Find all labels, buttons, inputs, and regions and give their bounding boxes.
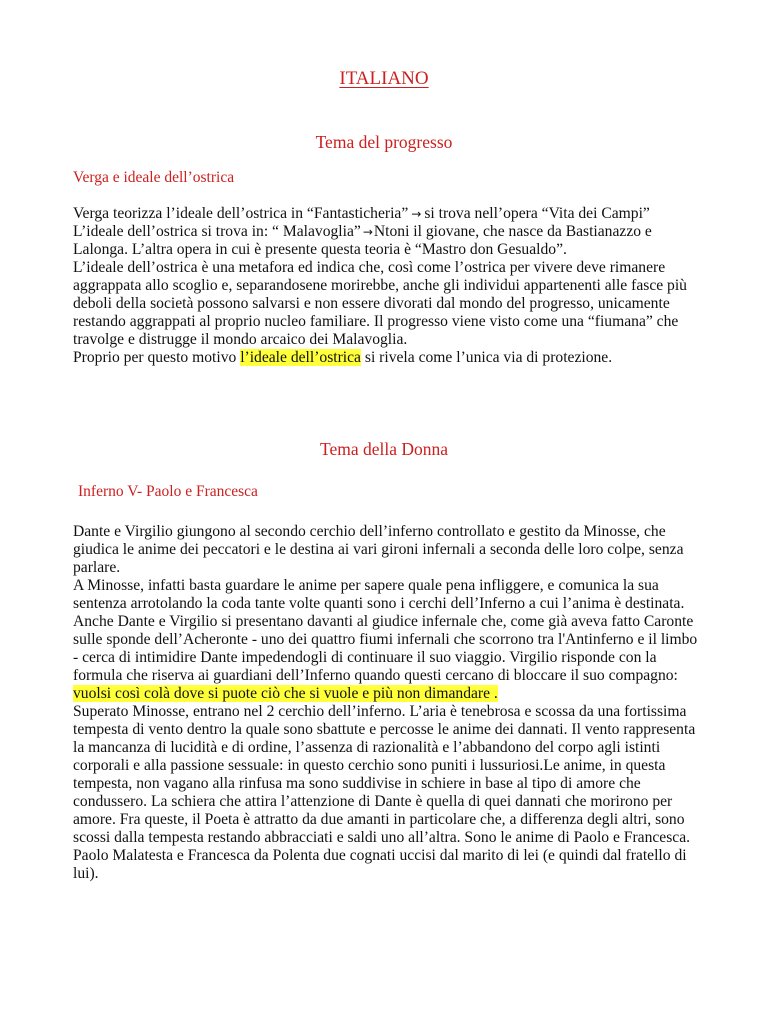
subheading-verga: Verga e ideale dell’ostrica xyxy=(73,169,235,186)
paragraph xyxy=(73,223,703,259)
paragraph-text: Verga teorizza l’ideale dell’ostrica in “Fantasticheria” xyxy=(73,205,409,222)
highlighted-text: vuolsi così colà dove si puote ciò che si vuole e più non dimandare . xyxy=(73,685,498,702)
paragraph-text: Ntoni il giovane, che nasce da Bastianazzo e Lalonga. L’altra opera in cui è presente questa teoria è “Mastro don Gesualdo”. xyxy=(73,223,652,258)
paragraph: Paolo Malatesta e Francesca da Polenta due cognati uccisi dal marito di lei (e quindi dal fratello di lui). xyxy=(73,847,687,882)
paragraph-text: A Minosse, infatti basta guardare le anime per sapere quale pena infliggere, e comunica la sua sentenza arrotolando la coda tante volte quanti sono i cerchi dell’Inferno a cui l’anima è destinata. Anche Dante e Virgilio si presentano davanti al giudice infernale che, come già aveva fatto Caronte sulle sponde dell’Acheronte - uno dei quattro fiumi infernali che scorrono tra l'Antinferno e il limbo - cerca di intimidire Dante impedendogli di continuare il suo viaggio. Virgilio risponde con la formula che riserva ai guardiani dell’Inferno quando questi cercano di bloccare il suo compagno: xyxy=(73,577,698,684)
paragraph-text: Proprio per questo motivo xyxy=(73,349,241,366)
paragraph: L’ideale dell’ostrica è una metafora ed indica che, così come l’ostrica per vivere deve rimanere aggrappata allo scoglio e, separandosene morirebbe, anche gli individui appartenenti alle fasce più deboli della società possono salvarsi e non essere divorati dal mondo del progresso, unicamente restando aggrappati al proprio nucleo familiare. Il progresso viene visto come una “fiumana” che travolge e distrugge il mondo arcaico dei Malavoglia. xyxy=(73,259,687,348)
paragraph xyxy=(73,577,703,703)
paragraph xyxy=(73,349,703,367)
section-heading-progresso: Tema del progresso xyxy=(315,132,453,152)
section-heading-donna: Tema della Donna xyxy=(319,439,449,459)
paragraph xyxy=(73,205,703,223)
section-donna-body xyxy=(73,523,703,883)
paragraph-text: L’ideale dell’ostrica si trova in: “ Malavoglia” xyxy=(73,223,361,240)
subheading-inferno: Inferno V- Paolo e Francesca xyxy=(78,483,258,500)
paragraph: Dante e Virgilio giungono al secondo cerchio dell’inferno controllato e gestito da Minosse, che giudica le anime dei peccatori e le destina ai vari gironi infernali a seconda delle loro colpe, senza parlare. xyxy=(73,523,684,576)
arrow-right-icon: → xyxy=(362,225,373,239)
paragraph-text: si rivela come l’unica via di protezione. xyxy=(360,349,613,366)
paragraph: Superato Minosse, entrano nel 2 cerchio dell’inferno. L’aria è tenebrosa e scossa da una fortissima tempesta di vento dentro la quale sono sbattute e percosse le anime dei dannati. Il vento rappresenta la mancanza di lucidità e di ordine, l’assenza di razionalità e l’abbandono del corpo agli istinti corporali e alla passione sessuale: in questo cerchio sono puniti i lussuriosi.Le anime, in questa tempesta, non vagano alla rinfusa ma sono suddivise in schiere in base al tipo di amore che condussero. La schiera che attira l’attenzione di Dante è quella di quei dannati che morirono per amore. Fra queste, il Poeta è attratto da due amanti in particolare che, a differenza degli altri, sono scossi dalla tempesta restando abbracciati e saldi uno all’altra. Sono le anime di Paolo e Francesca. xyxy=(73,703,696,846)
document-title: ITALIANO xyxy=(339,68,429,89)
highlighted-text: l’ideale dell’ostrica xyxy=(240,349,361,366)
section-progresso-body xyxy=(73,205,703,367)
paragraph-text: si trova nell’opera “Vita dei Campi” xyxy=(424,205,650,222)
arrow-right-icon: → xyxy=(411,207,422,221)
